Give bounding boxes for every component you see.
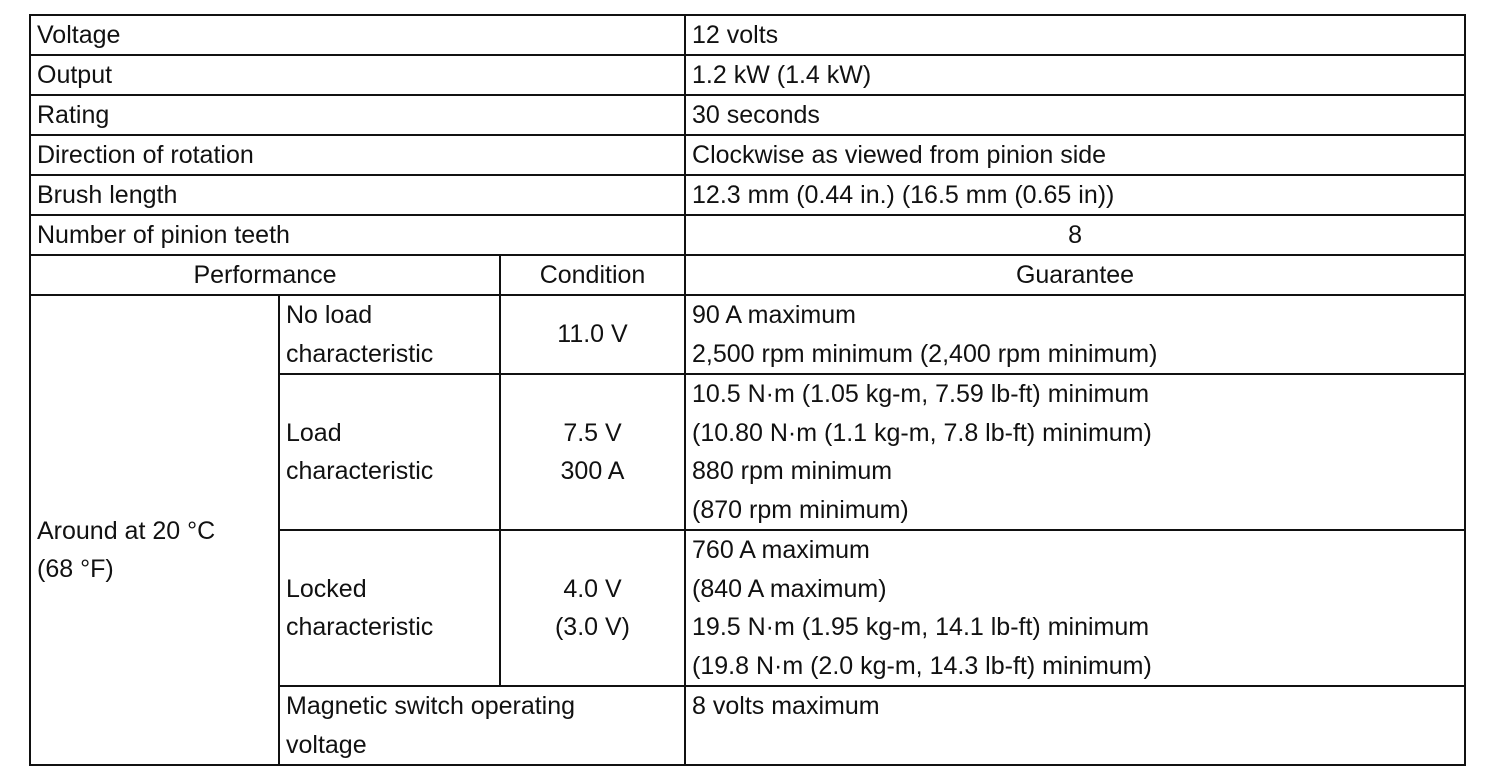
spec-value: 12.3 mm (0.44 in.) (16.5 mm (0.65 in)): [685, 175, 1465, 215]
temperature-cell: [30, 295, 279, 765]
condition-header: Condition: [500, 255, 685, 295]
magnetic-switch-guarantee: 8 volts maximum: [685, 686, 1465, 765]
spec-row-voltage: [30, 15, 1465, 55]
characteristic-condition: 4.0 V (3.0 V): [500, 530, 685, 686]
spec-row-output: [30, 55, 1465, 95]
characteristic-name: Locked characteristic: [279, 530, 500, 686]
no-load-row: [30, 295, 1465, 374]
spec-row-rating: [30, 95, 1465, 135]
spec-label: Output: [30, 55, 685, 95]
characteristic-guarantee: 760 A maximum (840 A maximum) 19.5 N·m (1.95 kg-m, 14.1 lb-ft) minimum (19.8 N·m (2.0 kg-m, 14.3 lb-ft) minimum): [685, 530, 1465, 686]
spec-label: Rating: [30, 95, 685, 135]
spec-value: Clockwise as viewed from pinion side: [685, 135, 1465, 175]
characteristic-name: Load characteristic: [279, 374, 500, 530]
characteristic-condition: 11.0 V: [500, 295, 685, 374]
temperature-fahrenheit: (68 °F): [37, 555, 114, 583]
spec-row-brush-length: [30, 175, 1465, 215]
spec-label: Direction of rotation: [30, 135, 685, 175]
temperature-celsius: Around at 20 °C: [37, 516, 216, 545]
performance-header-row: [30, 255, 1465, 295]
performance-header: Performance: [30, 255, 500, 295]
characteristic-guarantee: 10.5 N·m (1.05 kg-m, 7.59 lb-ft) minimum (10.80 N·m (1.1 kg-m, 7.8 lb-ft) minimum) 880 rpm minimum (870 rpm minimum): [685, 374, 1465, 530]
spec-label: Voltage: [30, 15, 685, 55]
characteristic-condition: 7.5 V 300 A: [500, 374, 685, 530]
spec-value: 8: [685, 215, 1465, 255]
characteristic-guarantee: 90 A maximum 2,500 rpm minimum (2,400 rpm minimum): [685, 295, 1465, 374]
spec-row-pinion-teeth: [30, 215, 1465, 255]
spec-row-direction: [30, 135, 1465, 175]
spec-value: 30 seconds: [685, 95, 1465, 135]
characteristic-name: No load characteristic: [279, 295, 500, 374]
spec-label: Brush length: [30, 175, 685, 215]
guarantee-header: Guarantee: [685, 255, 1465, 295]
starter-specification-table: [29, 14, 1466, 766]
specification-sheet: [29, 14, 1466, 766]
spec-label: Number of pinion teeth: [30, 215, 685, 255]
spec-value: 12 volts: [685, 15, 1465, 55]
magnetic-switch-label: Magnetic switch operating voltage: [279, 686, 685, 765]
spec-value: 1.2 kW (1.4 kW): [685, 55, 1465, 95]
